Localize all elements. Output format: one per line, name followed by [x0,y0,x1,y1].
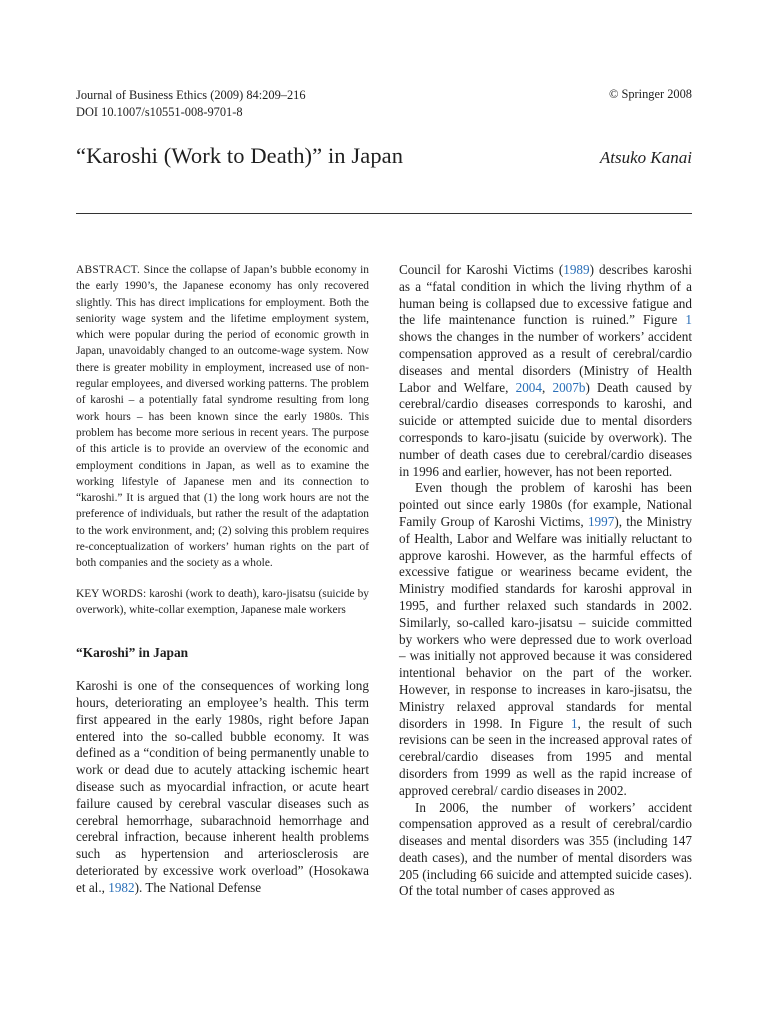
article-title: “Karoshi (Work to Death)” in Japan [76,143,404,168]
citation-link[interactable]: 2007b [552,379,586,395]
abstract-label: ABSTRACT. [76,264,141,276]
paragraph-text: Even though the problem of karoshi has been pointed out since early 1980s (for example, National Family Group of Karoshi Victims, [399,480,692,529]
citation-link[interactable]: 1982 [108,879,135,895]
citation-link[interactable]: 1989 [563,262,590,277]
paragraph-text: shows the changes in the number of workers’ accident compensation approved as a result of cerebral/cardio diseases and mental disorders (Ministry of Health Labor and Welfare, [399,329,692,395]
right-column [399,262,692,900]
copyright: © Springer 2008 [608,87,692,101]
section-heading: “Karoshi” in Japan [76,645,189,661]
paragraph-text: ) describes karoshi as a “fatal condition in which the living rhythm of a human being is collapsed due to excessive fatigue and the life maintenance function is ruined.” Figure [399,262,692,328]
keywords [76,586,369,619]
citation-link[interactable]: 1997 [587,513,615,529]
paragraph-text: , the result of such revisions can be seen in the increased approval rates of cerebral/cardio diseases from 1995 and mental disorders from 1999 as well as the rapid increase of approved cerebral/ cardio diseases in 2002. [399,715,692,798]
journal-citation: Journal of Business Ethics (2009) 84:209–216 [76,88,306,102]
paragraph-text: Council for Karoshi Victims ( [399,262,564,277]
doi: DOI 10.1007/s10551-008-9701-8 [76,104,243,119]
abstract-text: Since the collapse of Japan’s bubble economy in the early 1990’s, the Japanese economy has only recovered slightly. This has direct implications for employment. Both the seniority wage system and the lifetime employment system, which were popular during the period of economic growth in Japan, unavoidably changed to an outcome-wage system. Now there is greater mobility in employment, increased use of non-regular employees, and diversed working patterns. The problem of karoshi – a potentially fatal syndrome resulting from long work hours – has been known since the early 1980s. This problem has become more serious in recent years. The purpose of this article is to provide an overview of the economic and employment conditions in Japan, as well as to examine the working lifestyle of Japanese men and its connection to “karoshi.” It is argued that (1) the long work hours are not the preference of individuals, but rather the result of the adaptation to the work environment, and; (2) solving this problem requires re-conceptualization of workers’ human rights on the part of both companies and the society as a whole. [76,264,369,570]
citation-link[interactable]: 2004 [515,379,542,395]
body-paragraph [399,800,692,901]
paragraph-text: ). The National Defense [134,879,262,895]
paragraph-text: ), the Ministry of Health, Labor and Welfare was initially reluctant to approve karoshi. However, as the harmful effects of excessive fatigue or weariness became evident, the Ministry modified standards for karoshi approval in 1995, and further relaxed such standards in 2002. Similarly, so-called karo-jisatsu – suicide committed by workers who were depressed due to work overload – was initially not approved because it was considered intentional behavior on the part of the worker. However, in response to increases in karo-jisatsu, the Ministry relaxed approval standards for mental disorders in 1998. In Figure [399,513,693,731]
paragraph-text: Karoshi is one of the consequences of working long hours, deteriorating an employee’s health. This term first appeared in the early 1980s, right before Japan entered into the so-called bubble economy. It was defined as a “condition of being permanently unable to work or dead due to acutely attacking ischemic heart disease such as myocardial infraction, or acute heart failure caused by cerebral vascular diseases such as cerebral hemorrhage, subarachnoid hemorrhage and cerebral infraction, because inherent health problems such as hypertension and arteriosclerosis are deteriorated by excessive work overload” (Hosokawa et al., [76,678,369,895]
journal-header [76,87,306,120]
figure-link[interactable]: 1 [570,715,578,731]
body-paragraph [399,262,692,480]
abstract [76,262,369,572]
article-author: Atsuko Kanai [599,148,692,167]
paragraph-text: ) Death caused by cerebral/cardio diseases corresponds to karoshi, and suicide or attempted suicide due to mental disorders corresponds to karo-jisatu (suicide by overwork). The number of death cases due to cerebral/cardio diseases in 1996 and earlier, however, has not been reported. [399,379,692,479]
body-paragraph [76,678,369,896]
keywords-text: karoshi (work to death), karo-jisatsu (suicide by overwork), white-collar exemption, Japanese male workers [76,587,369,616]
paragraph-text: , [541,379,553,395]
left-column [76,262,369,897]
keywords-label: KEY WORDS: [76,587,147,600]
header-rule [76,213,692,214]
paragraph-text: In 2006, the number of workers’ accident compensation approved as a result of cerebral/cardio diseases and mental disorders was 355 (including 147 death cases), and the number of mental disorders was 205 (including 66 suicide and attempted suicide cases). Of the total number of cases approved as [399,799,692,899]
body-paragraph [399,480,692,799]
figure-link[interactable]: 1 [685,312,692,328]
